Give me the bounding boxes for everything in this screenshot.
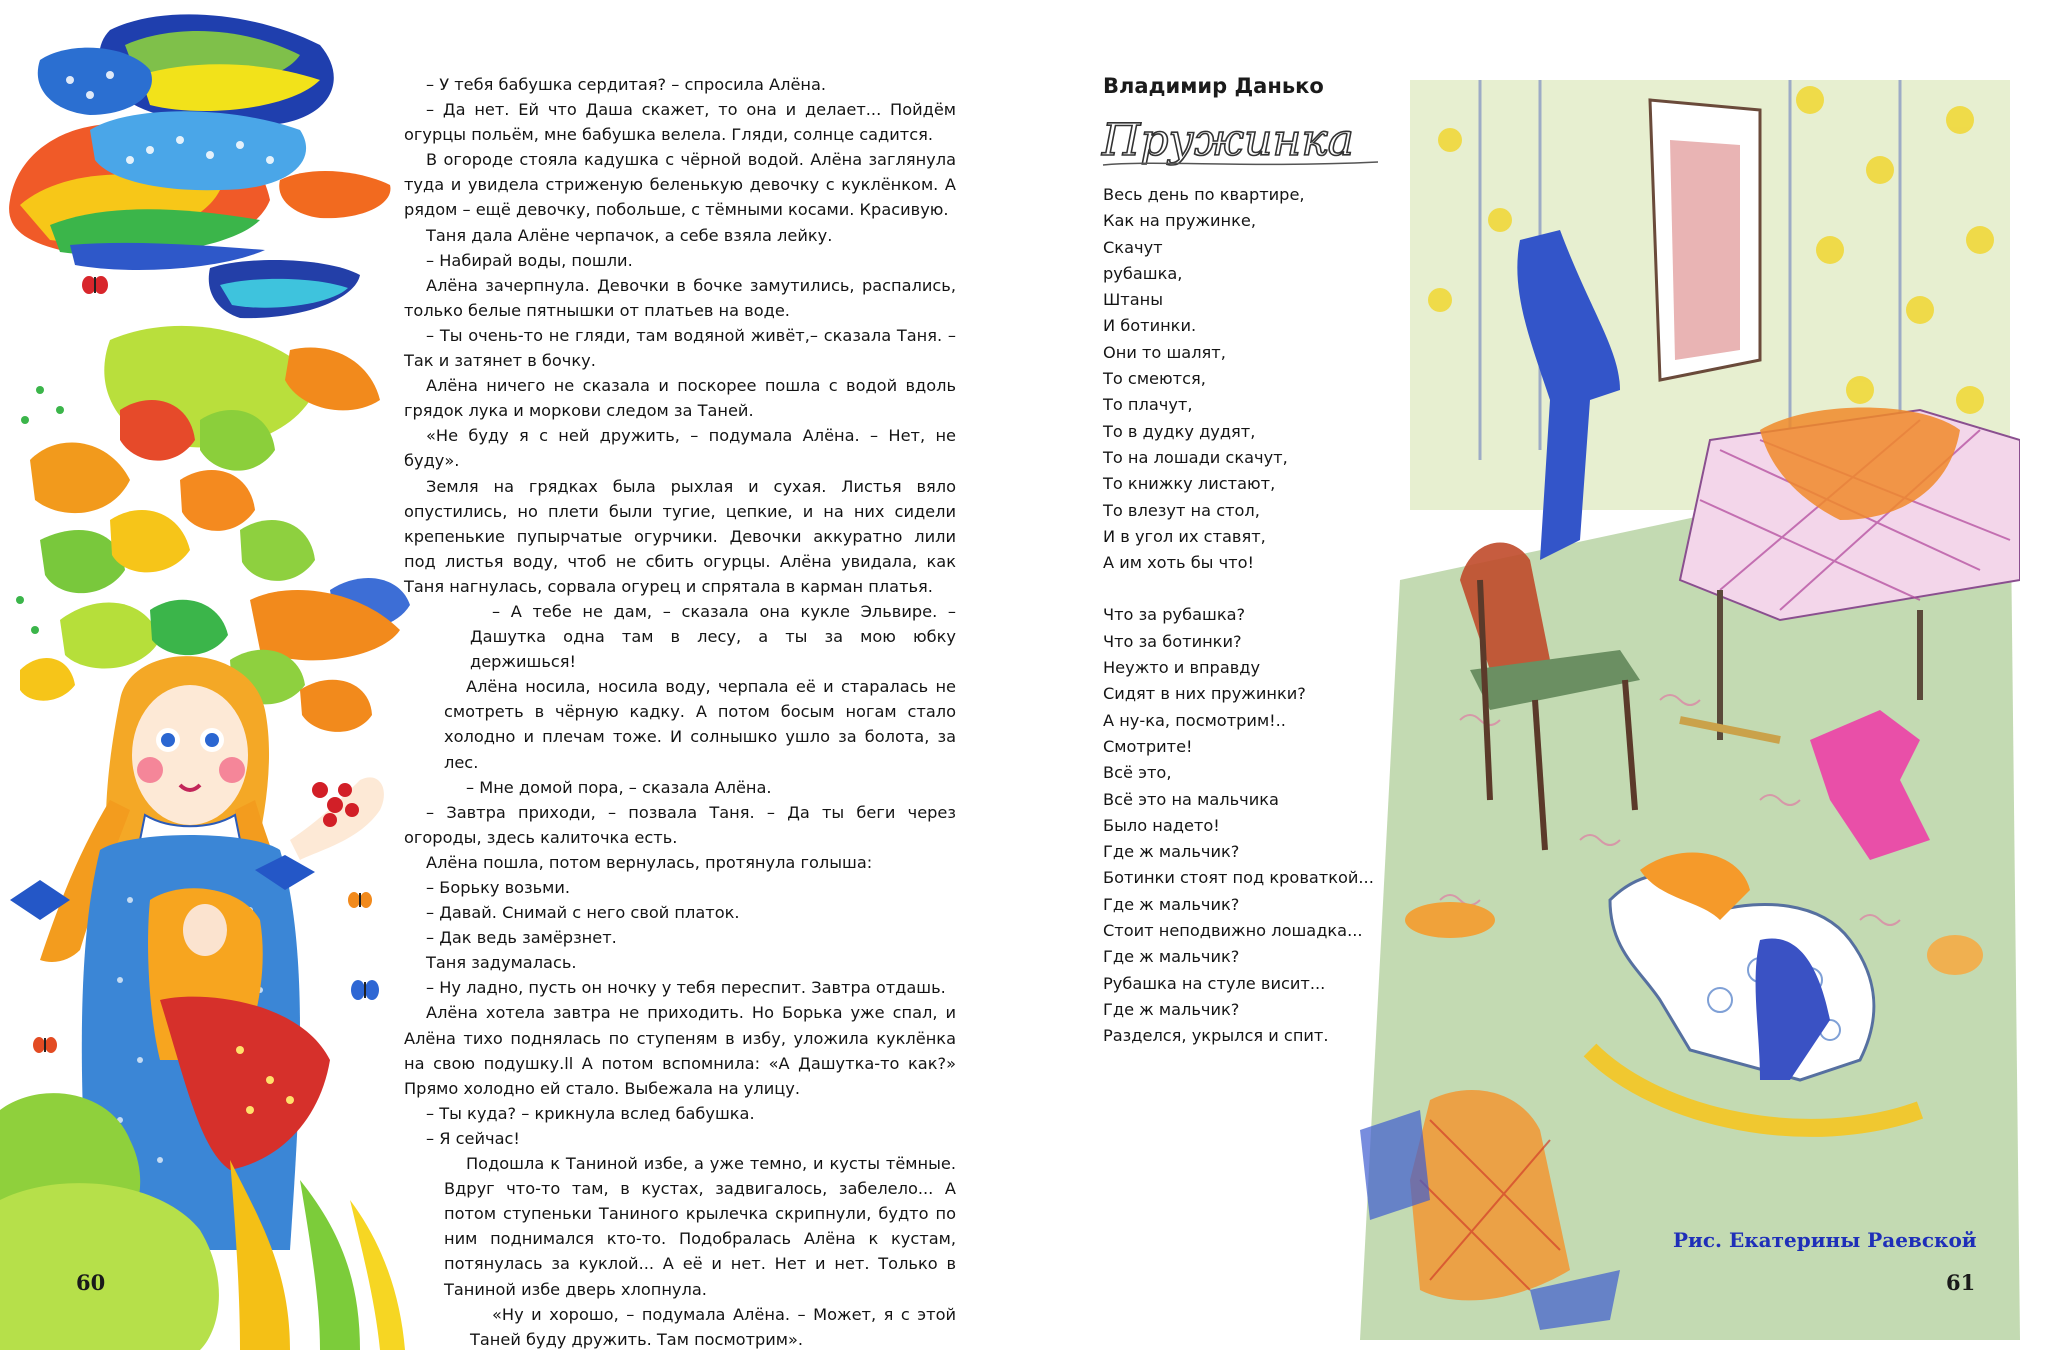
poem-line: И ботинки. — [1103, 316, 1197, 336]
poem-line: Что за рубашка? — [1103, 605, 1246, 625]
poem-line: Они то шалят, — [1103, 342, 1226, 362]
rainbow-clouds — [9, 14, 390, 318]
page-number-left: 60 — [76, 1270, 106, 1295]
story-paragraph: – Борьку возьми. — [426, 878, 571, 897]
story-paragraph: Таня дала Алёне черпачок, а себе взяла лейку. — [426, 225, 833, 245]
poem-line: Что за ботинки? — [1103, 631, 1242, 651]
poem-line: Рубашка на стуле висит... — [1103, 973, 1326, 993]
poem-line: Сидят в них пружинки? — [1103, 684, 1306, 704]
poem-line: Скачут — [1103, 237, 1163, 257]
poem-line: Где ж мальчик? — [1103, 842, 1240, 862]
poem-title — [1098, 110, 1388, 184]
poem-line: Где ж мальчик? — [1103, 999, 1240, 1019]
story-paragraph: – А тебе не дам, – сказала она кукле Эльвире. – Дашутка одна там в лесу, а ты за мою юбку держишься! — [470, 601, 956, 672]
story-paragraph: «Не буду я с ней дружить, – подумала Алёна. – Нет, не буду». — [404, 426, 956, 471]
story-paragraph: «Ну и хорошо, – подумала Алёна. – Может, я с этой Таней буду дружить. Там посмотрим». — [470, 1304, 956, 1349]
story-paragraph: – Ну ладно, пусть он ночку у тебя переспит. Завтра отдашь. — [426, 978, 946, 998]
story-paragraph: – Набирай воды, пошли. — [426, 250, 633, 270]
poem-title-text: Пружинка — [1102, 115, 1354, 166]
poem-line: И в угол их ставят, — [1103, 526, 1266, 546]
poem-line: А ну-ка, посмотрим!.. — [1103, 710, 1286, 730]
poem-line: То влезут на стол, — [1103, 500, 1260, 520]
story-paragraph: Алёна носила, носила воду, черпала её и старалась не смотреть в чёрную кадку. А потом босым ногам стало холодно и плечам тоже. И солнышко ушло за болота, за лес. — [444, 677, 956, 772]
story-paragraph: – Да нет. Ей что Даша скажет, то она и делает... Пойдём огурцы польём, мне бабушка велела. Гляди, солнце садится. — [404, 100, 956, 145]
story-paragraph: – Я сейчас! — [426, 1128, 520, 1148]
story-paragraph: Алёна зачерпнула. Девочки в бочке замутились, распались, только белые пятнышки от платьев на воде. — [404, 275, 956, 320]
story-paragraph: – У тебя бабушка сердитая? – спросила Алёна. — [426, 75, 827, 94]
poem-line: Разделся, укрылся и спит. — [1103, 1026, 1329, 1046]
story-paragraph: Таня задумалась. — [426, 953, 577, 973]
poem-line: Всё это, — [1103, 763, 1172, 783]
story-paragraph: – Ты куда? – крикнула вслед бабушка. — [426, 1103, 755, 1123]
poem-line: То плачут, — [1103, 395, 1193, 415]
story-paragraph: – Завтра приходи, – позвала Таня. – Да ты беги через огороды, здесь калиточка есть. — [404, 802, 956, 847]
poem-text — [1103, 182, 1403, 1050]
story-text — [404, 72, 956, 1350]
story-paragraph: – Дак ведь замёрзнет. — [426, 928, 617, 948]
page-number-right: 61 — [1946, 1270, 1976, 1295]
poem-line: рубашка, — [1103, 263, 1183, 283]
story-paragraph: – Давай. Снимай с него свой платок. — [426, 903, 740, 923]
poem-line: Весь день по квартире, — [1103, 185, 1305, 204]
poem-line: Было надето! — [1103, 815, 1220, 835]
poem-line: То в дудку дудят, — [1103, 421, 1256, 441]
story-paragraph: Алёна пошла, потом вернулась, протянула голыша: — [426, 852, 873, 872]
poem-line: Всё это на мальчика — [1103, 789, 1279, 809]
butterfly-icon — [351, 980, 379, 1000]
poem-line: Стоит неподвижно лошадка... — [1103, 921, 1363, 941]
butterfly-icon — [82, 276, 108, 294]
story-paragraph: – Ты очень-то не гляди, там водяной живёт,– сказала Таня. – Так и затянет в бочку. — [404, 325, 956, 371]
poem-line: А им хоть бы что! — [1103, 553, 1254, 573]
stanza-break — [1103, 576, 1403, 602]
room-illustration — [1360, 20, 2020, 1344]
poem-line: То смеются, — [1103, 369, 1206, 389]
butterfly-icon — [348, 892, 372, 908]
poem-line: То книжку листают, — [1103, 474, 1276, 494]
poem-line: Неужто и вправду — [1103, 658, 1261, 678]
poem-line: Как на пружинке, — [1103, 211, 1256, 231]
poem-line: Штаны — [1103, 290, 1164, 310]
left-illustration — [0, 0, 420, 1350]
author-name: Владимир Данько — [1103, 74, 1324, 98]
poem-line: Смотрите! — [1103, 736, 1193, 756]
story-paragraph: Земля на грядках была рыхлая и сухая. Листья вяло опустились, но плети были тугие, цепкие, и на них сидели крепенькие пупырчатые огурчики. Девочки аккуратно лили под листья воду, чтоб не сбить огурцы. Алёна увидала, как Таня нагнулась, сорвала огурец и спрятала в карман платья. — [404, 476, 956, 596]
story-paragraph: Алёна хотела завтра не приходить. Но Борька уже спал, и Алёна тихо поднялась по ступеням в избу, уложила куклёнка на свою подушку.ll А потом вспомнила: «А Дашутка-то как?» Прямо холодно ей стало. Выбежала на улицу. — [404, 1003, 956, 1098]
illustration-credit: Рис. Екатерины Раевской — [1673, 1228, 1977, 1252]
story-paragraph: Подошла к Таниной избе, а уже темно, и кусты тёмные. Вдруг что-то там, в кустах, задвигалось, забелело... А потом ступеньки Таниного крылечка скрипнули, будто по ним поднимался кто-то. Подобралась Алёна к кустам, потянулась за куклой... А её и нет. Нет и нет. Только в Таниной избе дверь хлопнула. — [444, 1154, 956, 1299]
poem-line: Где ж мальчик? — [1103, 894, 1240, 914]
story-paragraph: В огороде стояла кадушка с чёрной водой. Алёна заглянула туда и увидела стриженую беленькую девочку с куклёнком. А рядом – ещё девочку, побольше, с тёмными косами. Красивую. — [404, 150, 956, 220]
story-paragraph: – Мне домой пора, – сказала Алёна. — [466, 777, 772, 797]
story-paragraph: Алёна ничего не сказала и поскорее пошла с водой вдоль грядок лука и моркови следом за Таней. — [404, 376, 956, 421]
poem-line: Ботинки стоят под кроваткой... — [1103, 868, 1374, 888]
poem-line: То на лошади скачут, — [1103, 447, 1288, 467]
butterfly-icon — [33, 1037, 57, 1053]
poem-line: Где ж мальчик? — [1103, 947, 1240, 967]
